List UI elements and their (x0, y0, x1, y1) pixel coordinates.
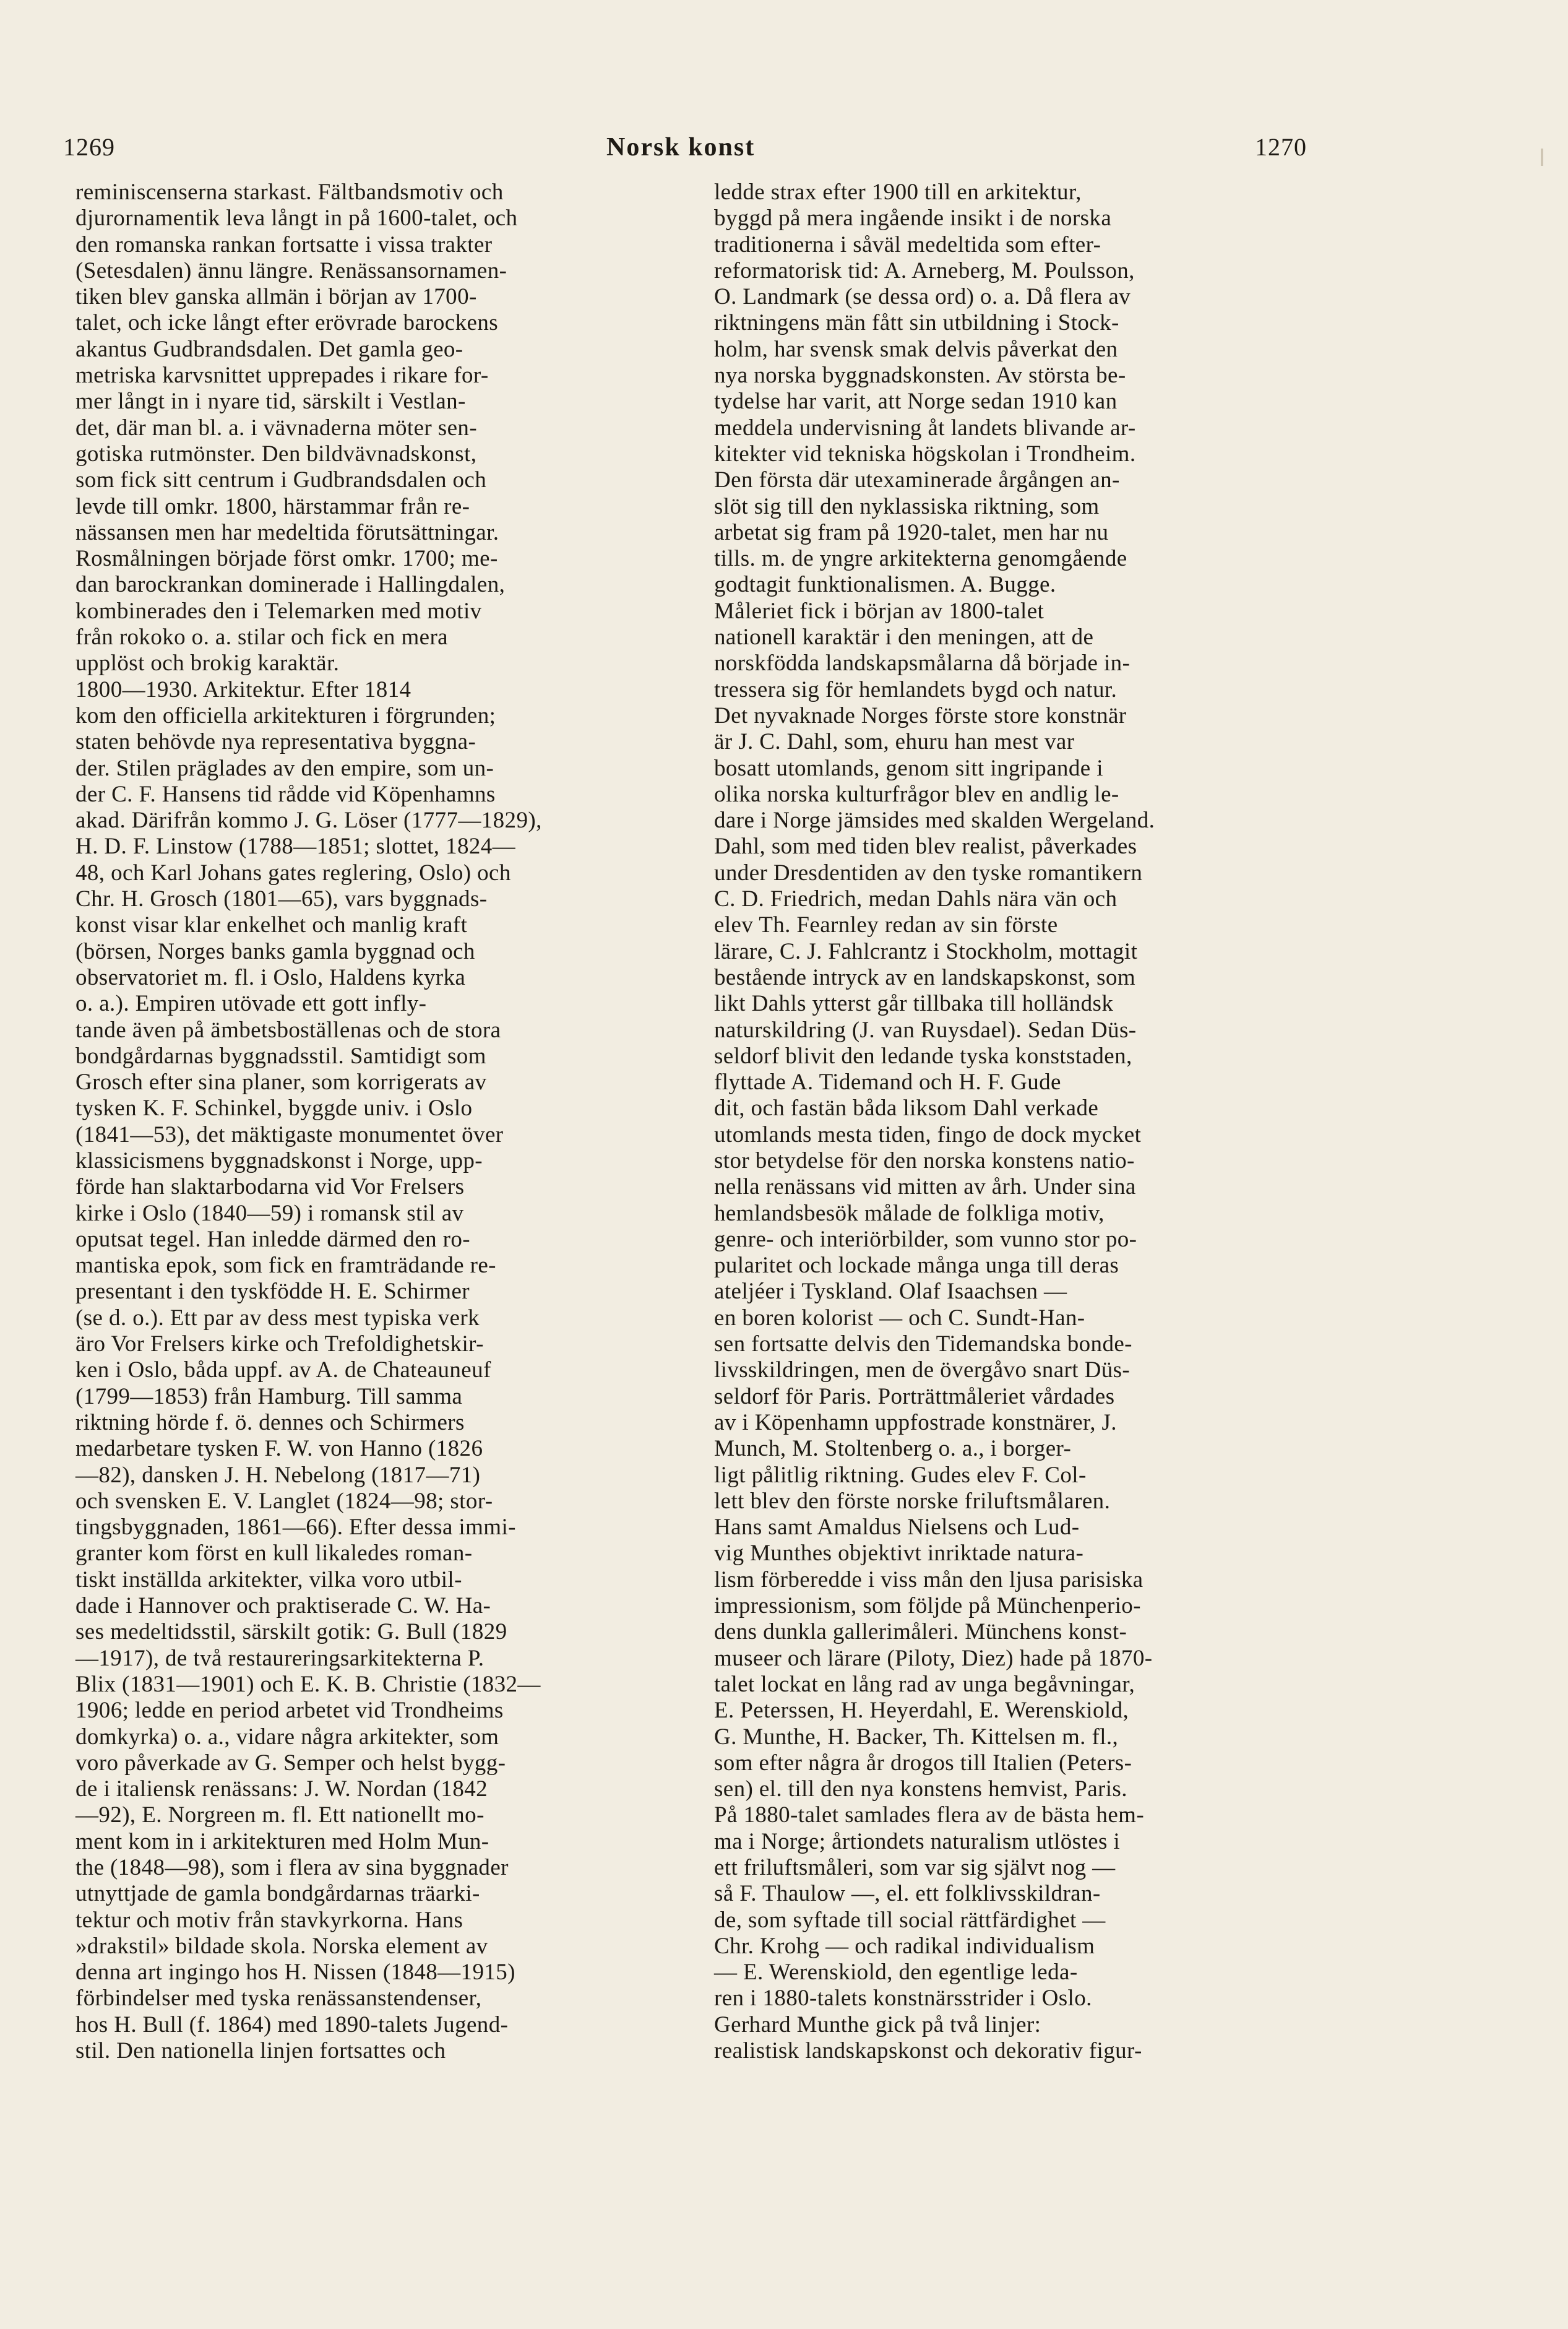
text-line: sen fortsatte delvis den Tidemandska bonde- (714, 1331, 1132, 1357)
text-line: byggd på mera ingående insikt i de norska (714, 205, 1112, 231)
text-line: dade i Hannover och praktiserade C. W. Ha- (75, 1593, 491, 1619)
text-line: förde han slaktarbodarna vid Vor Frelsers (75, 1174, 465, 1200)
text-line: ren i 1880-talets konstnärsstrider i Oslo. (714, 1985, 1092, 2011)
text-line: klassicismens byggnadskonst i Norge, upp- (75, 1147, 483, 1173)
text-line: kirke i Oslo (1840—59) i romansk stil av (75, 1200, 464, 1226)
text-line: den romanska rankan fortsatte i vissa trakter (75, 231, 493, 257)
text-line: de i italiensk renässans: J. W. Nordan (1842 (75, 1776, 488, 1802)
text-line: Måleriet fick i början av 1800-talet (714, 598, 1045, 624)
text-line: H. D. F. Linstow (1788—1851; slottet, 1824— (75, 834, 516, 860)
text-line: —1917), de två restaureringsarkitekterna P. (75, 1645, 485, 1671)
text-line: (se d. o.). Ett par av dess mest typiska verk (75, 1305, 480, 1331)
text-line: elev Th. Fearnley redan av sin förste (714, 912, 1058, 938)
text-line: sen) el. till den nya konstens hemvist, Paris. (714, 1776, 1127, 1802)
text-line: bosatt utomlands, genom sitt ingripande i (714, 755, 1103, 781)
text-line: granter kom först en kull likaledes roman- (75, 1540, 473, 1566)
text-line: voro påverkade av G. Semper och helst bygg- (75, 1750, 506, 1776)
text-line: riktning hörde f. ö. dennes och Schirmers (75, 1409, 465, 1435)
text-line: denna art ingingo hos H. Nissen (1848—1915) (75, 1960, 515, 1985)
text-line: levde till omkr. 1800, härstammar från re- (75, 493, 470, 519)
text-line: är J. C. Dahl, som, ehuru han mest var (714, 729, 1075, 755)
text-line: norskfödda landskapsmålarna då började in- (714, 650, 1131, 676)
text-line: kom den officiella arkitekturen i förgrunden; (75, 702, 496, 728)
text-line: hemlandsbesök målade de folkliga motiv, (714, 1200, 1105, 1226)
text-line: kitekter vid tekniska högskolan i Trondheim. (714, 441, 1136, 467)
text-line: dan barockrankan dominerade i Hallingdalen, (75, 572, 506, 598)
text-line: Hans samt Amaldus Nielsens och Lud- (714, 1514, 1080, 1540)
text-line: det, där man bl. a. i vävnaderna möter sen- (75, 415, 478, 441)
text-line: impressionism, som följde på Münchenperio- (714, 1593, 1141, 1619)
text-line: ett friluftsmåleri, som var sig självt nog — (714, 1855, 1116, 1880)
text-line: tande även på ämbetsboställenas och de stora (75, 1017, 501, 1043)
text-line: vig Munthes objektivt inriktade natura- (714, 1540, 1084, 1566)
text-line: livsskildringen, men de övergåvo snart Düs- (714, 1357, 1131, 1383)
text-line: nationell karaktär i den meningen, att de (714, 624, 1094, 650)
left-column (75, 179, 542, 2064)
text-line: arbetat sig fram på 1920-talet, men har nu (714, 519, 1109, 545)
text-line: —92), E. Norgreen m. fl. Ett nationellt mo- (75, 1802, 485, 1828)
text-line: »drakstil» bildade skola. Norska element av (75, 1933, 488, 1959)
running-title: Norsk konst (606, 133, 756, 162)
text-line: reformatorisk tid: A. Arneberg, M. Poulsson, (714, 257, 1135, 283)
text-line: under Dresdentiden av den tyske romantikern (714, 860, 1143, 886)
text-line: konst visar klar enkelhet och manlig kraft (75, 912, 468, 938)
text-line: metriska karvsnittet upprepades i rikare for- (75, 363, 489, 389)
text-line: naturskildring (J. van Ruysdael). Sedan Düs- (714, 1017, 1137, 1043)
text-line: Blix (1831—1901) och E. K. B. Christie (1832— (75, 1671, 541, 1697)
text-line: dare i Norge jämsides med skalden Wergeland. (714, 808, 1155, 834)
text-line: ment kom in i arkitekturen med Holm Mun- (75, 1828, 489, 1854)
text-line: från rokoko o. a. stilar och fick en mera (75, 624, 449, 650)
text-line: G. Munthe, H. Backer, Th. Kittelsen m. fl., (714, 1724, 1119, 1750)
text-line: av i Köpenhamn uppfostrade konstnärer, J. (714, 1409, 1117, 1435)
text-line: ledde strax efter 1900 till en arkitektur, (714, 179, 1082, 205)
text-line: dens dunkla gallerimåleri. Münchens konst- (714, 1619, 1127, 1645)
text-line: lism förberedde i viss mån den ljusa parisiska (714, 1566, 1144, 1592)
text-line: talet lockat en lång rad av unga begåvningar, (714, 1671, 1135, 1697)
text-line: medarbetare tysken F. W. von Hanno (1826 (75, 1436, 483, 1462)
text-line: olika norska kulturfrågor blev en andlig le- (714, 781, 1119, 807)
text-line: C. D. Friedrich, medan Dahls nära vän och (714, 886, 1118, 912)
text-line: Munch, M. Stoltenberg o. a., i borger- (714, 1436, 1072, 1462)
edge-mark (1541, 149, 1543, 166)
text-line: meddela undervisning åt landets blivande ar- (714, 415, 1136, 441)
text-line: ma i Norge; årtiondets naturalism utlöstes i (714, 1828, 1121, 1854)
text-line: så F. Thaulow —, el. ett folklivsskildran- (714, 1881, 1101, 1907)
text-line: holm, har svensk smak delvis påverkat den (714, 336, 1118, 362)
page-number-left: 1269 (63, 133, 115, 161)
text-line: museer och lärare (Piloty, Diez) hade på 1870- (714, 1645, 1153, 1671)
text-line: som fick sitt centrum i Gudbrandsdalen och (75, 467, 487, 493)
text-line: flyttade A. Tidemand och H. F. Gude (714, 1069, 1061, 1095)
text-line: tydelse har varit, att Norge sedan 1910 kan (714, 389, 1118, 415)
text-line: stor betydelse för den norska konstens natio- (714, 1147, 1135, 1173)
text-line: der. Stilen präglades av den empire, som un- (75, 755, 494, 781)
text-line: slöt sig till den nyklassiska riktning, som (714, 493, 1100, 519)
text-line: ken i Oslo, båda uppf. av A. de Chateauneuf (75, 1357, 491, 1383)
text-line: tressera sig för hemlandets bygd och natur. (714, 676, 1118, 702)
text-line: gotiska rutmönster. Den bildvävnadskonst, (75, 441, 477, 467)
text-line: utnyttjade de gamla bondgårdarnas träarki- (75, 1881, 480, 1907)
text-line: tills. m. de yngre arkitekterna genomgående (714, 546, 1127, 572)
text-line: pularitet och lockade många unga till deras (714, 1253, 1119, 1279)
text-line: — E. Werenskiold, den egentlige leda- (714, 1960, 1078, 1985)
text-line: och svensken E. V. Langlet (1824—98; stor- (75, 1488, 493, 1514)
text-line: 1800—1930. Arkitektur. Efter 1814 (75, 676, 411, 702)
text-line: kombinerades den i Telemarken med motiv (75, 598, 482, 624)
text-line: bestående intryck av en landskapskonst, som (714, 964, 1135, 990)
text-line: stil. Den nationella linjen fortsattes och (75, 2038, 446, 2064)
text-line: äro Vor Frelsers kirke och Trefoldighetskir- (75, 1331, 484, 1357)
text-line: genre- och interiörbilder, som vunno stor po- (714, 1226, 1137, 1252)
text-line: der C. F. Hansens tid rådde vid Köpenhamns (75, 781, 496, 807)
text-line: Den första där utexaminerade årgången an- (714, 467, 1120, 493)
text-line: akad. Därifrån kommo J. G. Löser (1777—1829), (75, 808, 542, 834)
text-line: dit, och fastän båda liksom Dahl verkade (714, 1095, 1099, 1121)
text-line: (börsen, Norges banks gamla byggnad och (75, 938, 475, 964)
text-line: traditionerna i såväl medeltida som efter- (714, 231, 1101, 257)
text-line: realistisk landskapskonst och dekorativ figur- (714, 2038, 1142, 2064)
text-line: förbindelser med tyska renässanstendenser, (75, 1985, 482, 2011)
text-line: domkyrka) o. a., vidare några arkitekter, som (75, 1724, 499, 1750)
text-line: Rosmålningen började först omkr. 1700; me- (75, 546, 498, 572)
text-line: tysken K. F. Schinkel, byggde univ. i Oslo (75, 1095, 473, 1121)
text-line: mantiska epok, som fick en framträdande re- (75, 1253, 496, 1279)
text-line: som efter några år drogos till Italien (Peters- (714, 1750, 1132, 1776)
text-line: Chr. Krohg — och radikal individualism (714, 1933, 1095, 1959)
text-line: E. Peterssen, H. Heyerdahl, E. Werenskiold, (714, 1698, 1129, 1724)
text-line: the (1848—98), som i flera av sina byggnader (75, 1855, 509, 1880)
text-line: upplöst och brokig karaktär. (75, 650, 340, 676)
text-line: nässansen men har medeltida förutsättningar. (75, 519, 499, 545)
text-line: —82), dansken J. H. Nebelong (1817—71) (75, 1462, 481, 1488)
text-line: talet, och icke långt efter erövrade barockens (75, 310, 499, 336)
text-line: bondgårdarnas byggnadsstil. Samtidigt som (75, 1043, 486, 1069)
text-line: Det nyvaknade Norges förste store konstnär (714, 702, 1127, 728)
text-line: nya norska byggnadskonsten. Av största be- (714, 363, 1126, 389)
text-line: lett blev den förste norske friluftsmålaren. (714, 1488, 1111, 1514)
text-line: O. Landmark (se dessa ord) o. a. Då flera av (714, 284, 1131, 310)
text-line: presentant i den tyskfödde H. E. Schirmer (75, 1279, 470, 1305)
text-line: tingsbyggnaden, 1861—66). Efter dessa immi- (75, 1514, 516, 1540)
right-column (714, 179, 1155, 2064)
text-line: nella renässans vid mitten av årh. Under sina (714, 1174, 1136, 1200)
text-line: reminiscenserna starkast. Fältbandsmotiv och (75, 179, 504, 205)
text-line: o. a.). Empiren utövade ett gott infly- (75, 991, 427, 1017)
text-line: seldorf blivit den ledande tyska konststaden, (714, 1043, 1132, 1069)
text-line: Dahl, som med tiden blev realist, påverkades (714, 834, 1137, 860)
text-line: Chr. H. Grosch (1801—65), vars byggnads- (75, 886, 488, 912)
text-line: Grosch efter sina planer, som korrigerats av (75, 1069, 487, 1095)
text-line: hos H. Bull (f. 1864) med 1890-talets Jugend- (75, 2011, 509, 2037)
text-line: tiken blev ganska allmän i början av 1700- (75, 284, 477, 310)
text-line: ses medeltidsstil, särskilt gotik: G. Bull (1829 (75, 1619, 507, 1645)
text-line: (1841—53), det mäktigaste monumentet över (75, 1121, 504, 1147)
text-line: staten behövde nya representativa byggna- (75, 729, 476, 755)
text-line: ateljéer i Tyskland. Olaf Isaachsen — (714, 1279, 1067, 1305)
text-line: mer långt in i nyare tid, särskilt i Vestlan- (75, 389, 466, 415)
text-line: de, som syftade till social rättfärdighet — (714, 1907, 1106, 1933)
text-line: godtagit funktionalismen. A. Bugge. (714, 572, 1056, 598)
text-line: (1799—1853) från Hamburg. Till samma (75, 1383, 463, 1409)
text-line: akantus Gudbrandsdalen. Det gamla geo- (75, 336, 463, 362)
text-line: seldorf för Paris. Porträttmåleriet vårdades (714, 1383, 1115, 1409)
text-line: Gerhard Munthe gick på två linjer: (714, 2011, 1041, 2037)
text-line: lärare, C. J. Fahlcrantz i Stockholm, mottagit (714, 938, 1138, 964)
text-line: observatoriet m. fl. i Oslo, Haldens kyrka (75, 964, 466, 990)
text-line: (Setesdalen) ännu längre. Renässansornamen- (75, 257, 507, 283)
text-line: 1906; ledde en period arbetet vid Trondheims (75, 1698, 504, 1724)
text-line: utomlands mesta tiden, fingo de dock mycket (714, 1121, 1142, 1147)
text-line: På 1880-talet samlades flera av de bästa hem- (714, 1802, 1145, 1828)
text-line: likt Dahls ytterst går tillbaka till holländsk (714, 991, 1114, 1017)
text-line: djurornamentik leva långt in på 1600-talet, och (75, 205, 518, 231)
page-number-right: 1270 (1255, 133, 1307, 161)
text-line: tektur och motiv från stavkyrkorna. Hans (75, 1907, 463, 1933)
text-line: ligt pålitlig riktning. Gudes elev F. Col- (714, 1462, 1087, 1488)
text-line: 48, och Karl Johans gates reglering, Oslo) och (75, 860, 511, 886)
text-line: riktningens män fått sin utbildning i Stock- (714, 310, 1119, 336)
text-line: en boren kolorist — och C. Sundt-Han- (714, 1305, 1085, 1331)
text-line: tiskt inställda arkitekter, vilka voro utbil- (75, 1566, 462, 1592)
text-line: oputsat tegel. Han inledde därmed den ro- (75, 1226, 470, 1252)
